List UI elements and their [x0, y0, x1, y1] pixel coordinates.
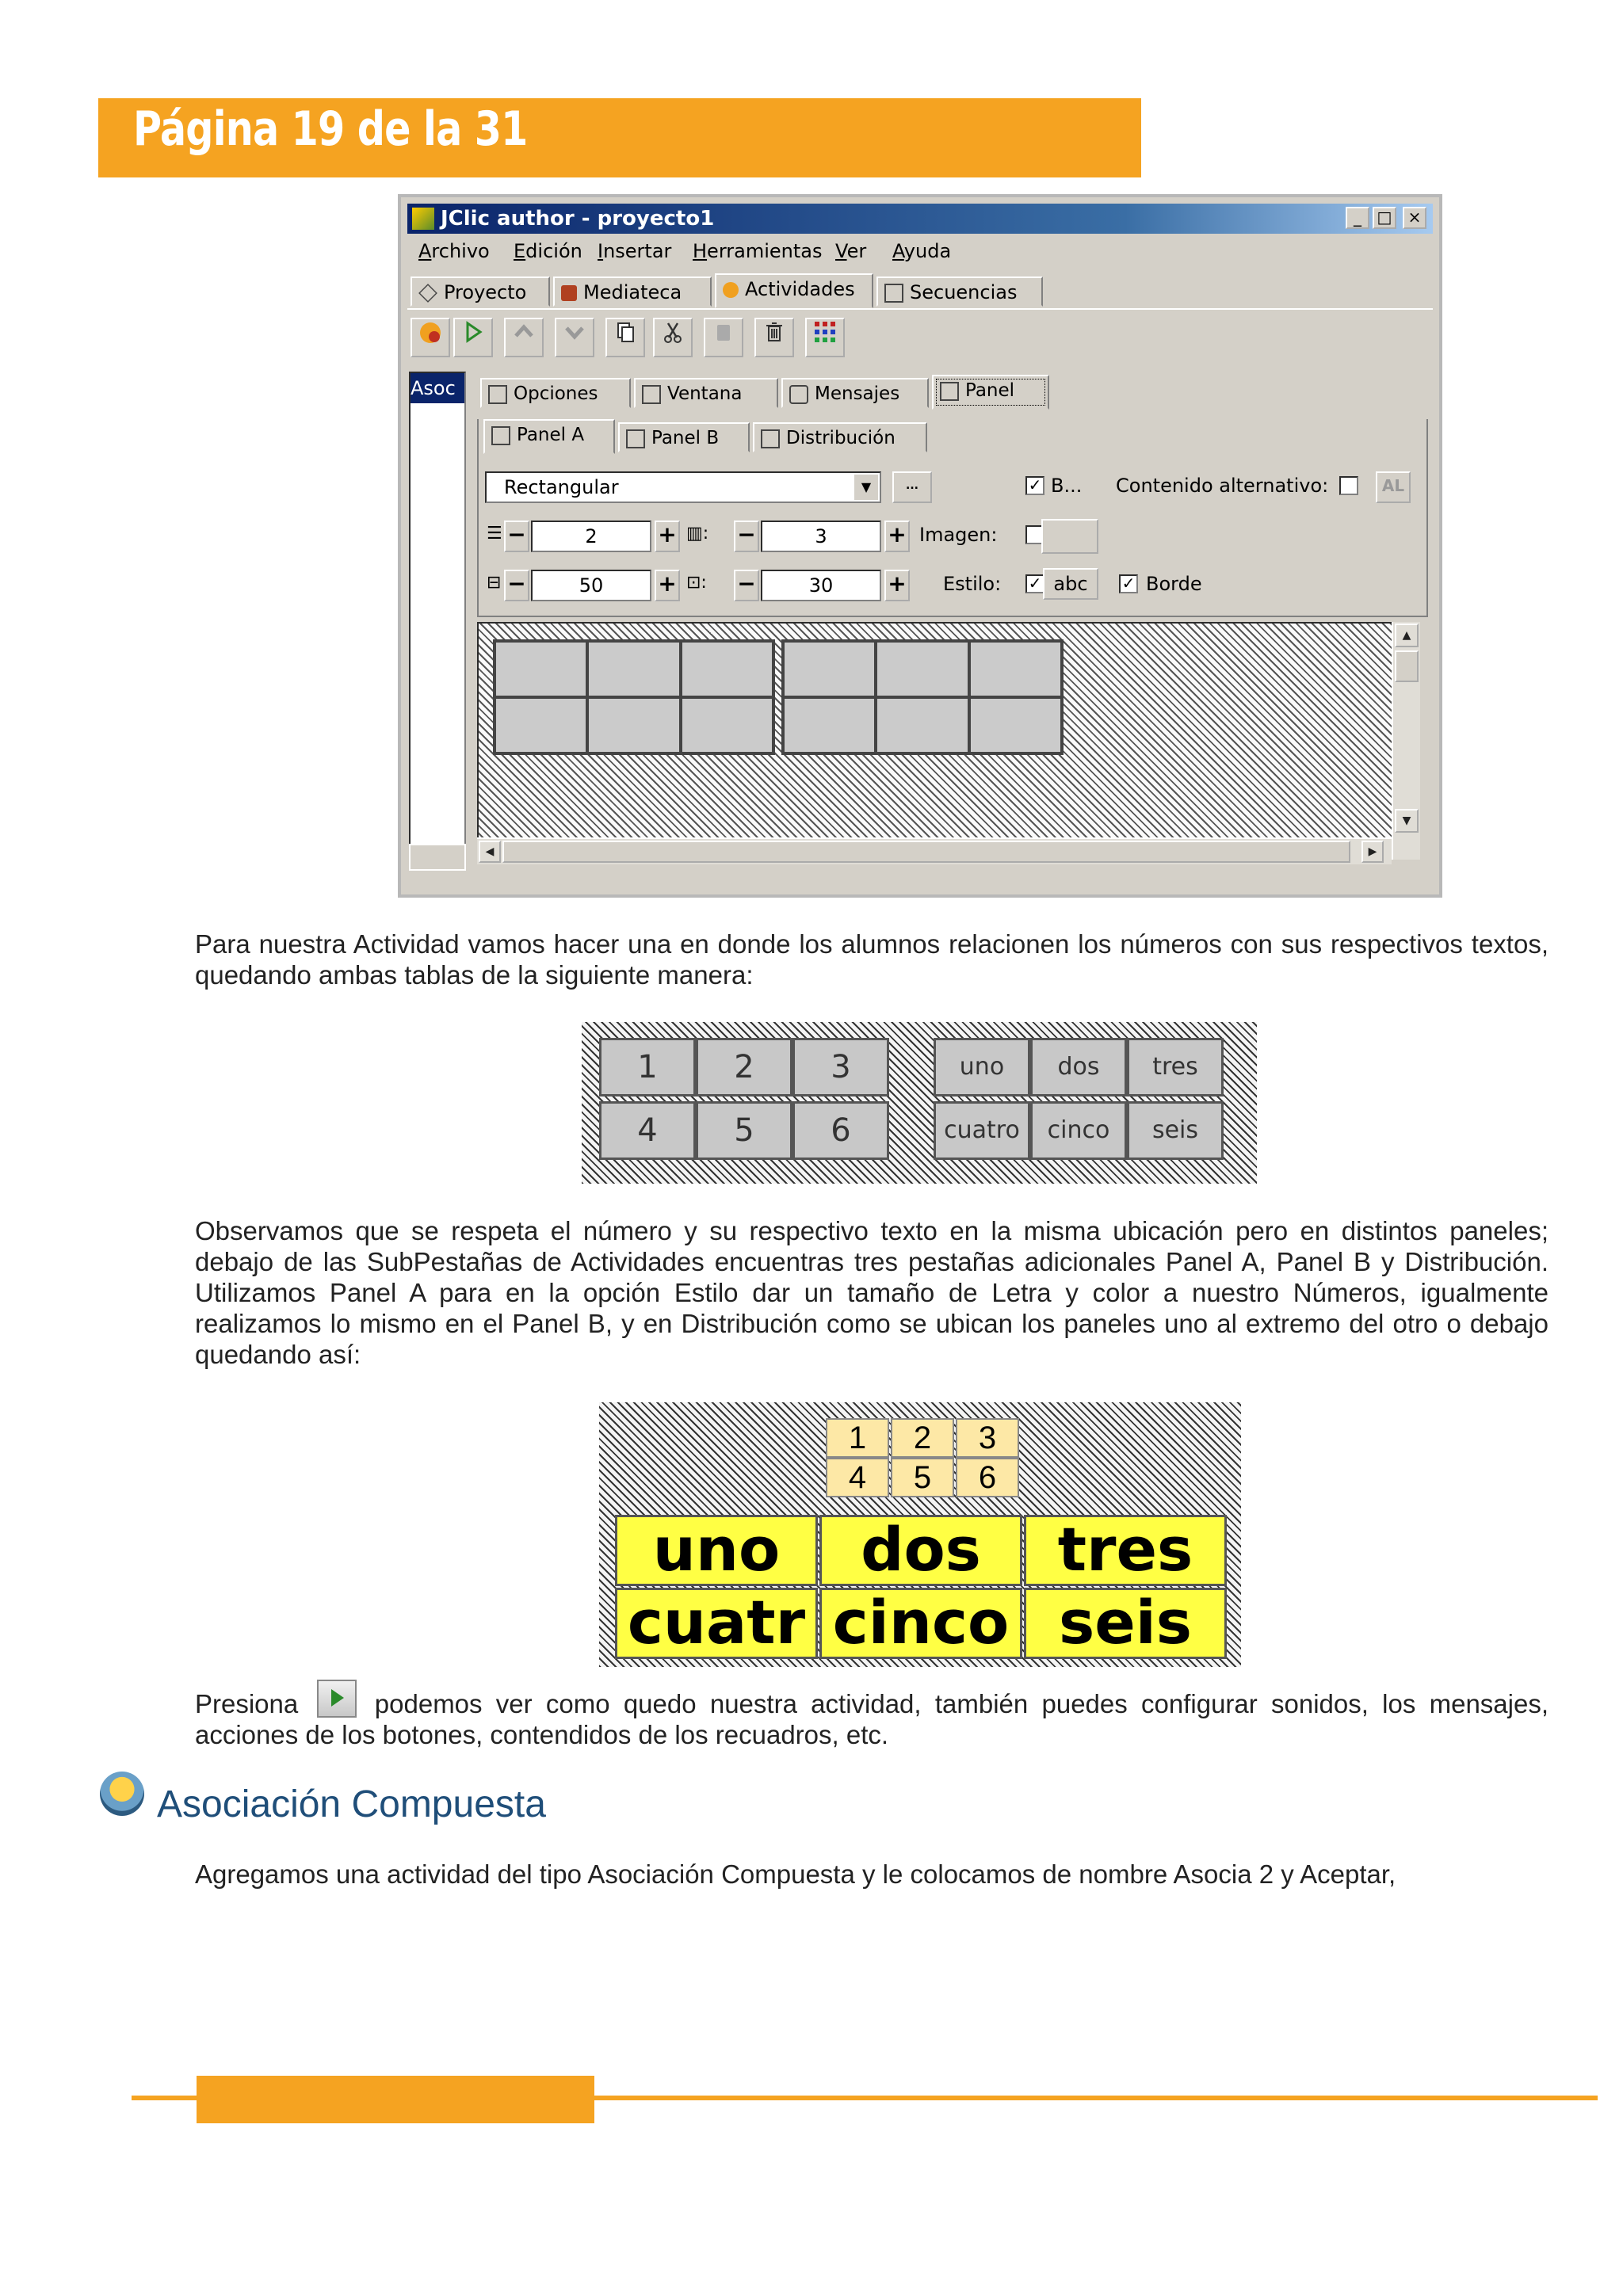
columns-minus-button[interactable]: − — [734, 521, 759, 552]
presiona-rest-text: podemos ver como quedo nuestra actividad, también puedes configurar sonidos, los mensajes, acciones de los botones, contendidos de los recuadros, etc. — [195, 1689, 1549, 1749]
b-checkbox[interactable]: ✓ — [1025, 476, 1044, 495]
scroll-right-icon[interactable]: ▶ — [1361, 841, 1384, 863]
word-cell: cinco — [1030, 1101, 1127, 1160]
tab-mensajes[interactable]: Mensajes — [781, 378, 929, 408]
tab-panel-b[interactable]: Panel B — [618, 422, 750, 452]
word-cell: cuatro — [934, 1101, 1030, 1160]
footer-block — [197, 2076, 594, 2123]
vertical-scrollbar[interactable] — [1392, 622, 1420, 860]
word-cell: tres — [1024, 1515, 1227, 1586]
number-cell: 3 — [956, 1418, 1019, 1458]
close-button[interactable]: × — [1403, 207, 1426, 229]
tab-actividades[interactable]: Actividades — [715, 273, 873, 308]
play-icon — [317, 1680, 357, 1718]
shape-select[interactable]: Rectangular ▼ — [485, 471, 881, 503]
word-cell: tres — [1127, 1038, 1224, 1097]
style-checkbox[interactable]: ✓ — [1025, 574, 1044, 593]
panel-preview-canvas — [477, 622, 1420, 860]
border-label: Borde — [1146, 573, 1202, 595]
cell-width-input[interactable]: 50 — [531, 570, 651, 601]
style-sample-button[interactable]: abc — [1043, 568, 1098, 600]
style-label: Estilo: — [943, 573, 1002, 595]
title-bar — [407, 204, 1433, 234]
columns-input[interactable]: 3 — [761, 521, 881, 552]
number-cell: 1 — [599, 1038, 696, 1097]
tab-proyecto[interactable]: Proyecto — [411, 277, 550, 307]
panel-icon — [940, 382, 959, 401]
presiona-text: Presiona — [195, 1689, 299, 1718]
rows-plus-button[interactable]: + — [655, 521, 680, 552]
menu-herramientas[interactable]: Herramientas — [693, 240, 823, 262]
layout-icon — [761, 429, 780, 448]
paragraph-asociacion-compuesta: Agregamos una actividad del tipo Asociación Compuesta y le colocamos de nombre Asocia 2 y Aceptar, — [195, 1859, 1396, 1889]
word-cell: uno — [615, 1515, 818, 1586]
number-cell: 2 — [891, 1418, 954, 1458]
panel-subtabs — [483, 419, 1426, 454]
activity-sub-tabs — [477, 375, 1428, 411]
section-title: Asociación Compuesta — [157, 1783, 546, 1825]
paste-icon[interactable] — [704, 318, 743, 357]
tab-ventana[interactable]: Ventana — [634, 378, 778, 408]
panel-a-preview-grid[interactable] — [493, 639, 775, 755]
scroll-down-icon[interactable]: ▼ — [1395, 809, 1419, 833]
word-cell: cinco — [819, 1588, 1022, 1659]
menu-ver[interactable]: Ver — [835, 240, 867, 262]
number-cell: 5 — [891, 1458, 954, 1497]
columns-plus-button[interactable]: + — [884, 521, 910, 552]
maximize-button[interactable]: □ — [1373, 207, 1396, 229]
tab-panel[interactable]: Panel — [932, 375, 1049, 410]
cell-width-icon: ⊟ — [487, 573, 502, 593]
number-cell: 5 — [696, 1101, 792, 1160]
tab-distribucion[interactable]: Distribución — [753, 422, 927, 452]
width-plus-button[interactable]: + — [655, 570, 680, 601]
project-icon — [418, 284, 437, 303]
window-title: JClic author - proyecto1 — [441, 207, 715, 231]
menu-archivo[interactable]: Archivo — [418, 240, 490, 262]
activities-icon — [723, 282, 739, 298]
panel-b-preview-grid[interactable] — [781, 639, 1064, 755]
jclic-app-icon — [412, 208, 434, 230]
menu-ayuda[interactable]: Ayuda — [892, 240, 952, 262]
toolbar — [407, 315, 1433, 359]
page-number-title: Página 19 de la 31 — [133, 101, 528, 157]
activity-list-item[interactable]: Asoc — [411, 373, 464, 403]
number-cell: 3 — [792, 1038, 889, 1097]
image-button[interactable] — [1041, 519, 1098, 554]
menu-bar — [407, 235, 1433, 265]
minimize-button[interactable]: _ — [1346, 207, 1369, 229]
copy-icon[interactable] — [605, 318, 645, 357]
number-cell: 4 — [826, 1458, 889, 1497]
number-cell: 2 — [696, 1038, 792, 1097]
tab-mediateca[interactable]: Mediateca — [553, 277, 712, 307]
messages-icon — [789, 385, 808, 404]
word-cell: dos — [819, 1515, 1022, 1586]
word-cell: cuatr — [615, 1588, 818, 1659]
al-button[interactable]: AL — [1376, 471, 1411, 503]
rows-input[interactable]: 2 — [531, 521, 651, 552]
cell-height-icon: ⊡: — [686, 573, 707, 593]
scroll-left-icon[interactable]: ◀ — [479, 841, 501, 863]
tab-panel-a[interactable]: Panel A — [483, 419, 615, 454]
alt-content-checkbox[interactable] — [1339, 476, 1358, 495]
scroll-up-icon[interactable]: ▲ — [1395, 624, 1419, 647]
scroll-thumb-horizontal[interactable] — [502, 841, 1350, 863]
cut-icon[interactable] — [653, 318, 693, 357]
alt-content-label: Contenido alternativo: — [1116, 475, 1329, 497]
columns-icon: ▥: — [686, 524, 709, 543]
scroll-thumb[interactable] — [1395, 650, 1419, 682]
rows-icon: ☰ — [487, 524, 502, 543]
height-minus-button[interactable]: − — [734, 570, 759, 601]
number-cell: 4 — [599, 1101, 696, 1160]
number-cell: 6 — [792, 1101, 889, 1160]
tab-secuencias[interactable]: Secuencias — [876, 277, 1043, 307]
chevron-down-icon: ▼ — [854, 475, 878, 500]
paragraph-panels-explanation: Observamos que se respeta el número y su respectivo texto en la misma ubicación pero en distintos paneles; debajo de las SubPestañas de Actividades encuentras tres pestañas adicionales Panel A, Panel B y Distribución. Utilizamos Panel A para en la opción Estilo dar un tamaño de Letra y color a nuestro Números, igualmente realizamos lo mismo en el Panel B, y en Distribución como se ubican los paneles uno al extremo del otro o debajo quedando así: — [195, 1216, 1549, 1369]
height-plus-button[interactable]: + — [884, 570, 910, 601]
word-cell: dos — [1030, 1038, 1127, 1097]
menu-edicion[interactable]: Edición — [514, 240, 582, 262]
image-label: Imagen: — [919, 524, 998, 546]
sort-grid-icon[interactable] — [805, 318, 845, 357]
word-cell: seis — [1024, 1588, 1227, 1659]
number-cell: 6 — [956, 1458, 1019, 1497]
width-minus-button[interactable]: − — [504, 570, 529, 601]
paragraph-intro: Para nuestra Actividad vamos hacer una en donde los alumnos relacionen los números con sus respectivos textos, quedando ambas tablas de la siguiente manera: — [195, 929, 1549, 990]
section-bullet-icon — [100, 1772, 144, 1816]
play-icon[interactable] — [453, 318, 493, 357]
sequences-icon — [884, 284, 903, 303]
grid-icon — [626, 429, 645, 448]
grid-icon — [491, 426, 510, 445]
number-cell: 1 — [826, 1418, 889, 1458]
horizontal-scrollbar[interactable] — [477, 837, 1392, 864]
paragraph-presiona — [195, 1680, 1549, 1750]
menu-insertar[interactable]: Insertar — [598, 240, 672, 262]
rows-minus-button[interactable]: − — [504, 521, 529, 552]
new-activity-icon[interactable] — [411, 318, 450, 357]
ellipsis-button[interactable]: ... — [892, 471, 932, 503]
distribution-preview-table — [599, 1402, 1241, 1667]
main-tabs — [407, 273, 1433, 310]
media-icon — [561, 285, 577, 301]
move-down-icon[interactable] — [555, 318, 594, 357]
activity-list-scrollbar[interactable] — [409, 844, 466, 871]
b-label: B... — [1051, 475, 1083, 497]
jclic-author-window — [398, 194, 1442, 898]
border-checkbox[interactable]: ✓ — [1119, 574, 1138, 593]
word-cell: uno — [934, 1038, 1030, 1097]
move-up-icon[interactable] — [504, 318, 544, 357]
panels-preview-table — [582, 1022, 1257, 1184]
word-cell: seis — [1127, 1101, 1224, 1160]
options-icon — [488, 385, 507, 404]
window-icon — [642, 385, 661, 404]
cell-height-input[interactable]: 30 — [761, 570, 881, 601]
tab-opciones[interactable]: Opciones — [480, 378, 631, 408]
delete-icon[interactable] — [754, 318, 794, 357]
activity-list — [409, 372, 466, 863]
